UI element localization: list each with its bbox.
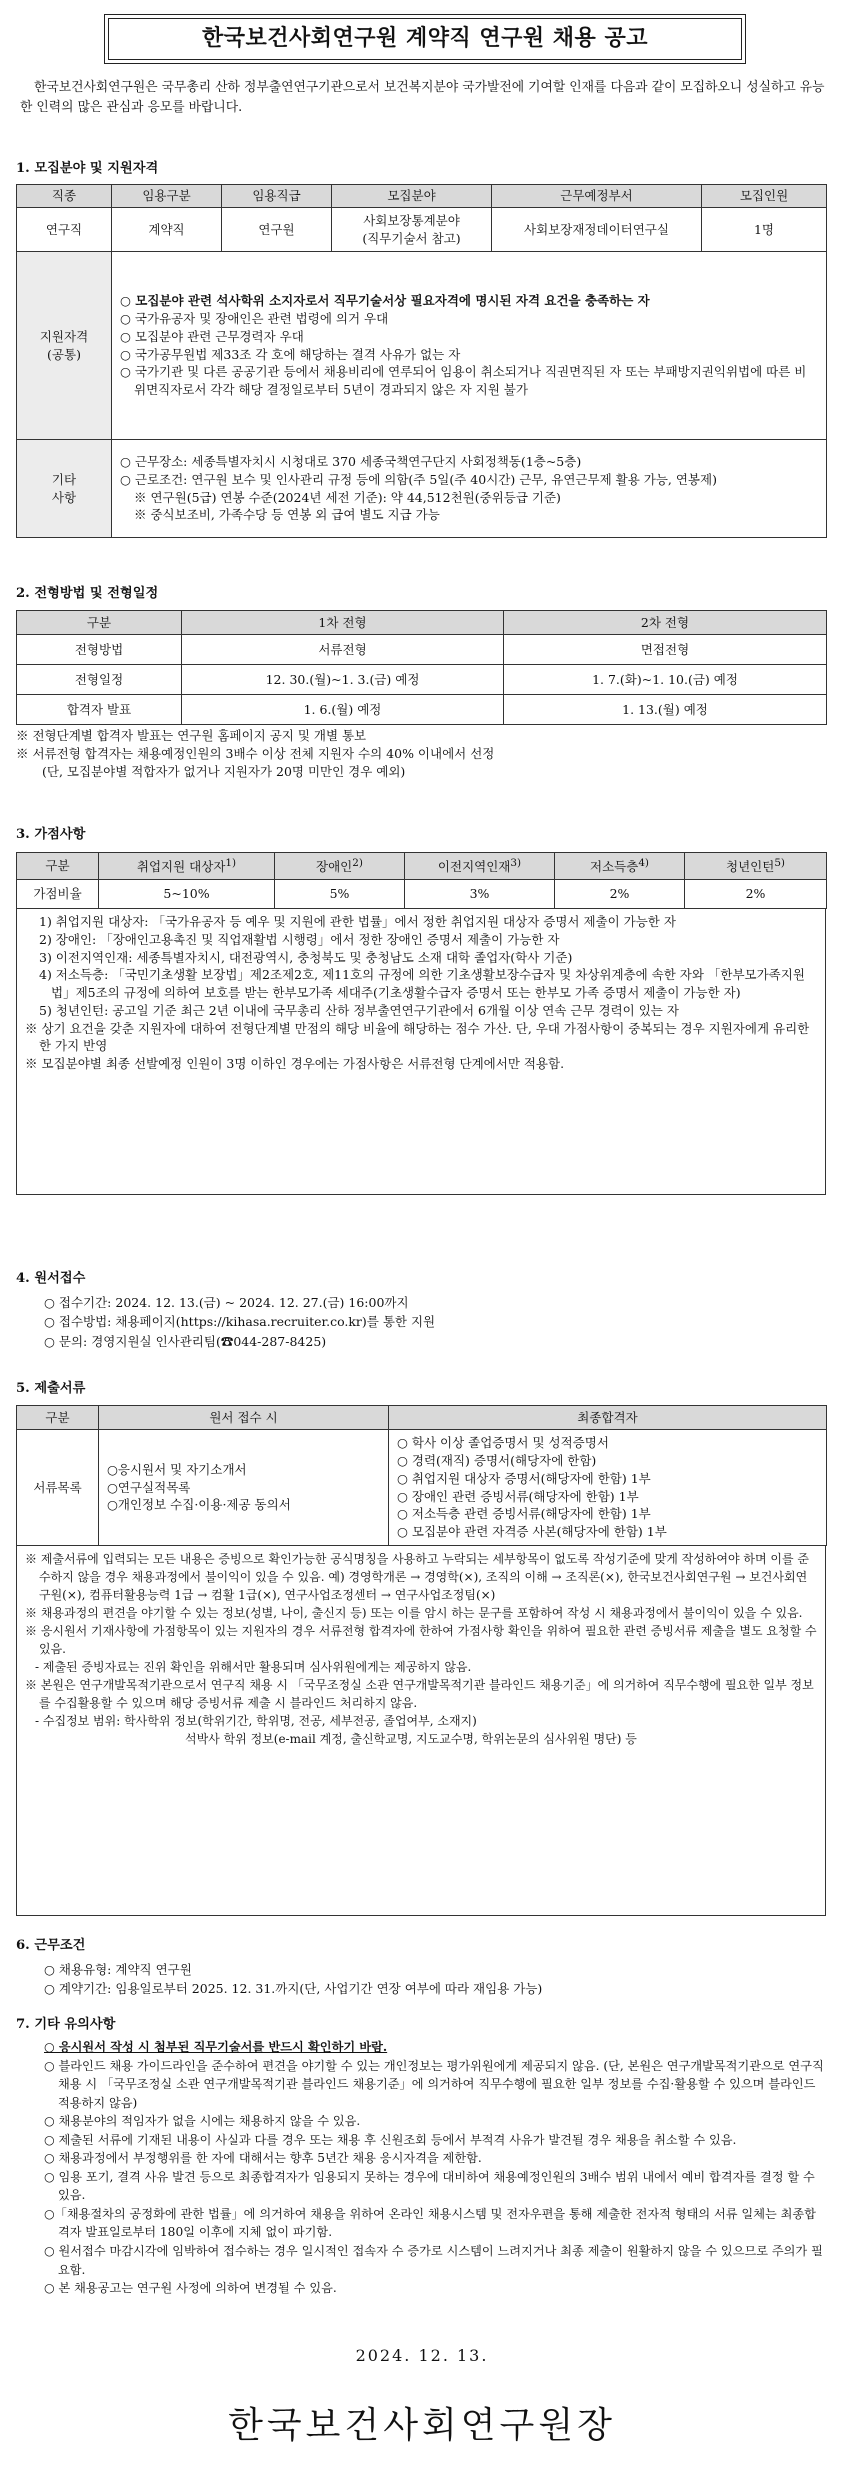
- section-1-title: 1. 모집분야 및 지원자격: [16, 161, 159, 176]
- intro-text: 한국보건사회연구원은 국무총리 산하 정부출연연구기관으로서 보건복지분야 국가발전에 기여할 인재를 다음과 같이 모집하오니 성실하고 유능한 인력의 많은 관심과 응모를 바랍니다.: [20, 80, 825, 116]
- etc-item: ○ 근무장소: 세종특별자치시 시청대로 370 세종국책연구단지 사회정책동(1층~5층): [120, 454, 582, 469]
- cell-value: 2%: [685, 880, 827, 909]
- section-7-title: 7. 기타 유의사항: [16, 2017, 116, 2032]
- row-label: 전형일정: [17, 665, 182, 695]
- note: ※ 채용과정의 편견을 야기할 수 있는 정보(성별, 나이, 출신지 등) 또는 이를 암시 하는 문구를 포함하여 작성 시 채용과정에서 불이익이 있을 수 있음.: [25, 1606, 803, 1620]
- header-job-type: 직종: [17, 185, 112, 208]
- cell-headcount: 1명: [702, 208, 827, 252]
- cell-field: 사회보장통계분야 (직무기술서 참고): [332, 208, 492, 252]
- section-7-list: [40, 2038, 826, 2298]
- section-3-table: [16, 852, 826, 1195]
- header-disabled-label: 장애인: [316, 859, 353, 875]
- header-field: 모집분야: [332, 185, 492, 208]
- header-low-income-label: 저소득층: [590, 859, 639, 875]
- cell-value: 5~10%: [99, 880, 275, 909]
- cell-stage-2: 1. 13.(월) 예정: [504, 695, 827, 725]
- header-youth-intern-label: 청년인턴: [726, 859, 775, 875]
- documents-label: 서류목록: [17, 1430, 99, 1546]
- note: 4) 저소득층: 「국민기초생활 보장법」제2조제2호, 제11호의 규정에 의한 기초생활보장수급자 및 차상위계층에 속한 자와 「한부모가족지원법」제5조의 규정에 의하여 보호를 받는 한부모가족 세대주(기초생활수급자 증명서 또는 한부모 가족 증명서 제출이 가능한 자): [39, 967, 805, 1000]
- qualification-item: ○ 국가기관 및 다른 공공기관 등에서 채용비리에 연루되어 임용이 취소되거나 직권면직된 자 또는 부패방지권익위법에 따른 비위면직자로서 각각 해당 결정일로부터 5년이 경과되지 않은 자 지원 불가: [120, 364, 807, 397]
- etc-item: ○ 근로조건: 연구원 보수 및 인사관리 규정 등에 의함(주 5일(주 40시간) 근무, 유연근무제 활용 가능, 연봉제): [120, 471, 717, 487]
- intro-paragraph: [20, 78, 825, 119]
- note: 2) 장애인: 「장애인고용촉진 및 직업재활법 시행령」에서 정한 장애인 증명서 제출이 가능한 자: [39, 931, 560, 947]
- section-3-title: 3. 가점사항: [16, 827, 86, 842]
- note: 5) 청년인턴: 공고일 기준 최근 2년 이내에 국무총리 산하 정부출연연구기관에서 6개월 이상 연속 근무 경력이 있는 자: [39, 1002, 679, 1018]
- note: 3) 이전지역인재: 세종특별자치시, 대전광역시, 충청북도 및 충청남도 소재 대학 졸업자(학사 기준): [39, 949, 573, 965]
- note: ※ 본원은 연구개발목적기관으로서 연구직 채용 시 「국무조정실 소관 연구개발목적기관 블라인드 채용기준」에 의거하여 직무수행에 필요한 일부 정보를 수집활용할 수 있으며 해당 증빙서류 제출 시 블라인드 처리하지 않음.: [25, 1678, 814, 1710]
- header-disabled: [275, 853, 405, 880]
- section-1-table: [16, 184, 826, 538]
- section-5-title: 5. 제출서류: [16, 1381, 86, 1396]
- document-item: ○ 학사 이상 졸업증명서 및 성적증명서: [397, 1435, 609, 1451]
- note: - 제출된 증빙자료는 진위 확인을 위해서만 활용되며 심사위원에게는 제공하지 않음.: [35, 1660, 472, 1674]
- header-employment-type: 임용구분: [112, 185, 222, 208]
- list-item: ○ 임용 포기, 결격 사유 발견 등으로 최종합격자가 임용되지 못하는 경우에 대비하여 채용예정인원의 3배수 범위 내에서 예비 합격자를 결정 할 수 있음.: [44, 2169, 815, 2203]
- final-documents-cell: [389, 1430, 827, 1546]
- cell-stage-1: 12. 30.(월)~1. 3.(금) 예정: [182, 665, 504, 695]
- header-headcount: 모집인원: [702, 185, 827, 208]
- header-veteran-label: 취업지원 대상자: [136, 859, 226, 875]
- qualification-cell: [112, 252, 827, 440]
- section-2-notes: [16, 725, 826, 780]
- note: - 수집정보 범위: 학사학위 정보(학위기간, 학위명, 전공, 세부전공, 졸업여부, 소재지): [35, 1714, 477, 1728]
- cell-stage-1: 서류전형: [182, 635, 504, 665]
- footnote-marker: 5): [774, 857, 785, 870]
- cell-department: 사회보장재정데이터연구실: [492, 208, 702, 252]
- page-title: 한국보건사회연구원 계약직 연구원 채용 공고: [108, 18, 742, 60]
- cell-job-type: 연구직: [17, 208, 112, 252]
- header-final: 최종합격자: [389, 1406, 827, 1430]
- list-item: ○ 채용분야의 적임자가 없을 시에는 채용하지 않을 수 있음.: [44, 2114, 361, 2129]
- list-item: ○ 블라인드 채용 가이드라인을 준수하여 편견을 야기할 수 있는 개인정보는 평가위원에게 제공되지 않음. (단, 본원은 연구개발목적기관으로 연구직 채용 시 「국무조정실 소관 연구개발목적기관 블라인드 채용기준」에 의거하여 직무수행에 필요한 일부 정보를 수집·활용할 수 있으며 블라인드 적용하지 않음): [44, 2058, 824, 2110]
- document-item: ○연구실적목록: [107, 1479, 191, 1495]
- list-item: ○ 채용유형: 계약직 연구원: [44, 1962, 192, 1977]
- etc-item: ※ 중식보조비, 가족수당 등 연봉 외 급여 별도 지급 가능: [134, 507, 440, 523]
- section-5-notes: [16, 1546, 826, 1916]
- cell-value: 2%: [555, 880, 685, 909]
- section-3-notes: [16, 909, 826, 1195]
- section-2-title: 2. 전형방법 및 전형일정: [16, 586, 159, 601]
- header-department: 근무예정부서: [492, 185, 702, 208]
- header-rank: 임용직급: [222, 185, 332, 208]
- document-item: ○ 장애인 관련 증빙서류(해당자에 한함) 1부: [397, 1488, 639, 1504]
- etc-label: 기타 사항: [17, 440, 112, 538]
- header-low-income: [555, 853, 685, 880]
- header-on-apply: 원서 접수 시: [99, 1406, 389, 1430]
- issuer-signature: 한국보건사회연구원장: [228, 2405, 616, 2446]
- qualification-label: 지원자격 (공통): [17, 252, 112, 440]
- list-item: ○ 채용과정에서 부정행위를 한 자에 대해서는 향후 5년간 채용 응시자격을 제한함.: [44, 2151, 482, 2166]
- qualification-item: ○ 국가유공자 및 장애인은 관련 법령에 의거 우대: [120, 311, 389, 326]
- footnote-marker: 1): [225, 857, 237, 870]
- section-2-table: [16, 610, 826, 780]
- cell-rank: 연구원: [222, 208, 332, 252]
- row-label: 전형방법: [17, 635, 182, 665]
- section-6-list: [44, 1960, 824, 1999]
- etc-item: ※ 연구원(5급) 연봉 수준(2024년 세전 기준): 약 44,512천원(중위등급 기준): [134, 489, 561, 505]
- cell-stage-1: 1. 6.(월) 예정: [182, 695, 504, 725]
- header-local-talent-label: 이전지역인재: [437, 859, 511, 875]
- note: ※ 상기 요건을 갖춘 지원자에 대하여 전형단계별 만점의 해당 비율에 해당하는 점수 가산. 단, 우대 가점사항이 중복되는 경우 지원자에게 유리한 한 가지 반영: [25, 1020, 810, 1054]
- list-item: ○ 본 채용공고는 연구원 사정에 의하여 변경될 수 있음.: [44, 2281, 337, 2296]
- document-item: ○ 취업지원 대상자 증명서(해당자에 한함) 1부: [397, 1470, 651, 1486]
- header-local-talent: [405, 853, 555, 880]
- list-item: ○ 문의: 경영지원실 인사관리팀(☎044-287-8425): [44, 1333, 327, 1349]
- note: ※ 서류전형 합격자는 채용예정인원의 3배수 이상 전체 지원자 수의 40% 이내에서 선정: [16, 745, 495, 761]
- footnote-marker: 2): [352, 857, 363, 870]
- section-5-table: [16, 1405, 826, 1916]
- header-category: 구분: [17, 1406, 99, 1430]
- note: (단, 모집분야별 적합자가 없거나 지원자가 20명 미만인 경우 예외): [42, 763, 406, 779]
- list-item: ○「채용절차의 공정화에 관한 법률」에 의거하여 채용을 위하여 온라인 채용시스템 및 전자우편을 통해 제출한 전자적 형태의 서류 일체는 최종합격자 발표일로부터 180일 이후에 지체 없이 파기함.: [44, 2206, 816, 2240]
- header-youth-intern: [685, 853, 827, 880]
- document-item: ○ 경력(재직) 증명서(해당자에 한함): [397, 1453, 597, 1468]
- list-item: ○ 접수기간: 2024. 12. 13.(금) ~ 2024. 12. 27.(금) 16:00까지: [44, 1295, 409, 1310]
- header-stage-1: 1차 전형: [182, 611, 504, 635]
- row-label: 합격자 발표: [17, 695, 182, 725]
- note: ※ 제출서류에 입력되는 모든 내용은 증빙으로 확인가능한 공식명칭을 사용하고 누락되는 세부항목이 없도록 작성기준에 맞게 작성하여야 하며 이를 준수하지 않을 경우 채용과정에서 불이익이 있을 수 있음. 예) 경영학개론 → 경영학(×), 조직의 이해 → 조직론(×), 한국보건사회연구원 → 보건사회연구원(×), 컴퓨터활용능력 1급 → 컴활 1급(×), 연구사업조정센터 → 연구사업조정팀(×): [25, 1552, 809, 1602]
- apply-documents-cell: [99, 1430, 389, 1546]
- note: ※ 모집분야별 최종 선발예정 인원이 3명 이하인 경우에는 가점사항은 서류전형 단계에서만 적용함.: [25, 1056, 565, 1071]
- note: ※ 전형단계별 합격자 발표는 연구원 홈페이지 공지 및 개별 통보: [16, 728, 367, 743]
- cell-value: 5%: [275, 880, 405, 909]
- section-4-title: 4. 원서접수: [16, 1271, 86, 1286]
- document-item: ○ 모집분야 관련 자격증 사본(해당자에 한함) 1부: [397, 1524, 667, 1539]
- qualification-item: ○ 모집분야 관련 근무경력자 우대: [120, 328, 304, 344]
- document-item: ○ 저소득층 관련 증빙서류(해당자에 한함) 1부: [397, 1506, 651, 1522]
- cell-stage-2: 면접전형: [504, 635, 827, 665]
- footnote-marker: 4): [638, 857, 649, 870]
- document-item: ○응시원서 및 자기소개서: [107, 1461, 247, 1477]
- list-item: ○ 응시원서 작성 시 첨부된 직무기술서를 반드시 확인하기 바람.: [44, 2040, 388, 2054]
- section-4-list: [44, 1293, 824, 1351]
- note: ※ 응시원서 기재사항에 가점항목이 있는 지원자의 경우 서류전형 합격자에 한하여 가점사항 확인을 위하여 필요한 관련 증빙서류 제출을 별도 요청할 수 있음.: [25, 1624, 817, 1656]
- list-item: ○ 원서접수 마감시각에 임박하여 접수하는 경우 일시적인 접속자 수 증가로 시스템이 느려지거나 최종 제출이 원활하지 않을 수 있으므로 주의가 필요함.: [44, 2244, 823, 2277]
- announcement-date: 2024. 12. 13.: [355, 2346, 489, 2365]
- cell-employment-type: 계약직: [112, 208, 222, 252]
- document-item: ○개인정보 수집·이용·제공 동의서: [107, 1497, 291, 1513]
- list-item: ○ 제출된 서류에 기재된 내용이 사실과 다를 경우 또는 채용 후 신원조회 등에서 부적격 사유가 발견될 경우 채용을 취소할 수 있음.: [44, 2132, 737, 2147]
- cell-label: 가점비율: [17, 880, 99, 909]
- cell-stage-2: 1. 7.(화)~1. 10.(금) 예정: [504, 665, 827, 695]
- list-item: ○ 계약기간: 임용일로부터 2025. 12. 31.까지(단, 사업기간 연장 여부에 따라 재임용 가능): [44, 1981, 543, 1997]
- footnote-marker: 3): [510, 857, 522, 870]
- section-6-title: 6. 근무조건: [16, 1938, 86, 1953]
- header-veteran: [99, 853, 275, 880]
- header-category: 구분: [17, 853, 99, 880]
- list-item: ○ 접수방법: 채용페이지(https://kihasa.recruiter.co.kr)를 통한 지원: [44, 1314, 436, 1330]
- qualification-item: ○ 국가공무원법 제33조 각 호에 해당하는 결격 사유가 없는 자: [120, 346, 461, 362]
- header-stage-2: 2차 전형: [504, 611, 827, 635]
- note: 석박사 학위 정보(e-mail 계정, 출신학교명, 지도교수명, 학위논문의 심사위원 명단) 등: [185, 1732, 637, 1746]
- note: 1) 취업지원 대상자: 「국가유공자 등 예우 및 지원에 관한 법률」에서 정한 취업지원 대상자 증명서 제출이 가능한 자: [39, 914, 676, 929]
- qualification-item: ○ 모집분야 관련 석사학위 소지자로서 직무기술서상 필요자격에 명시된 자격 요건을 충족하는 자: [120, 293, 650, 309]
- etc-cell: [112, 440, 827, 538]
- cell-value: 3%: [405, 880, 555, 909]
- header-category: 구분: [17, 611, 182, 635]
